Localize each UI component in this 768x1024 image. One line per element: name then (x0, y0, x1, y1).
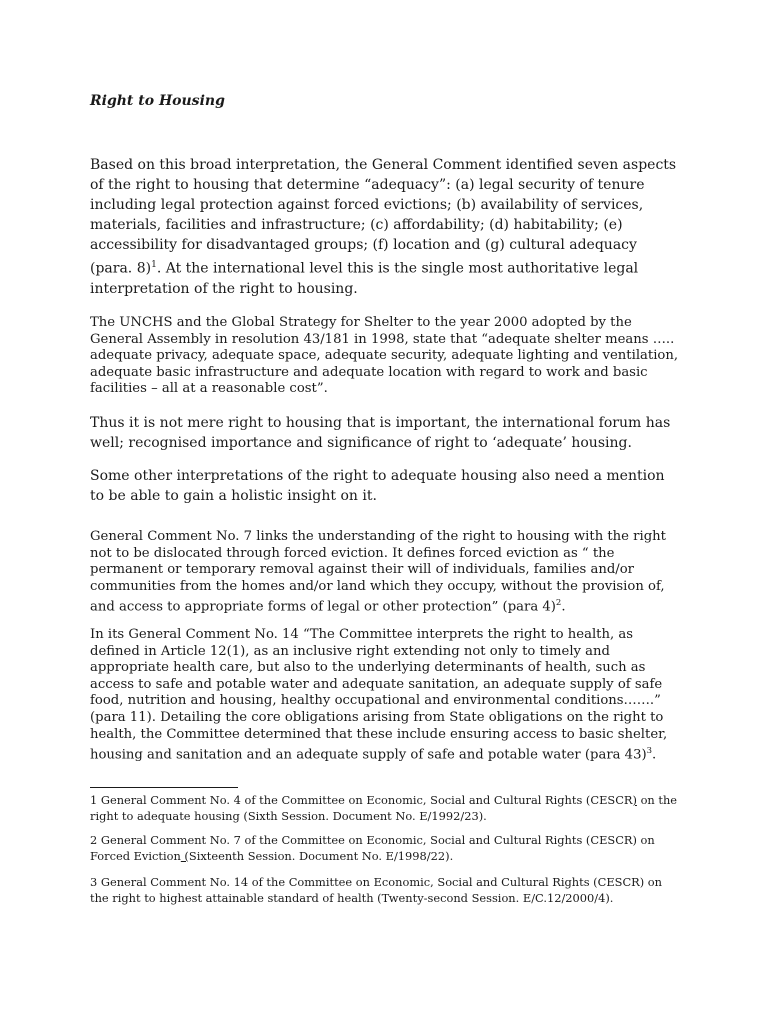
footnote-ref-1: 1 (151, 260, 157, 270)
footnote-text-continued: Sixteenth Session. Document No. E/1998/22). (188, 848, 454, 863)
footnote-ref-2: 2 (555, 598, 562, 609)
footnote-number: 3 (90, 875, 98, 889)
footnote-text: General Comment No. 7 of the Committee on Economic, Social and Cultural Rights (CESCR) on Forced Eviction (90, 833, 655, 863)
paragraph-other-interpretations: Some other interpretations of the right to adequate housing also need a mention to be able to gain a holistic insight on it. (90, 468, 665, 504)
footnote-underlined: ( (180, 848, 189, 863)
paragraph-text: Based on this broad interpretation, the General Comment identified seven aspects of the right to housing that determine “adequacy”: (a) legal security of tenure including legal protection against forced evictions; (b) availability of services, materials, facilities and infrastructure; (c) affordability; (d) habitability; (e) accessibility for disadvantaged groups; (f) location and (g) cultural adequacy (para. 8) (90, 157, 677, 277)
footnote-3 (90, 875, 680, 906)
paragraph-general-comment-14 (90, 627, 680, 764)
paragraph-text-continued: . (652, 747, 657, 763)
footnote-text-continued: on the right to adequate housing (Sixth Session. Document No. E/1992/23). (90, 793, 678, 823)
footnote-text: General Comment No. 14 of the Committee on Economic, Social and Cultural Rights (CESCR) on the right to highest attainable standard of health (Twenty-second Session. E/C.12/2000/4). (90, 875, 662, 905)
footnote-text: General Comment No. 4 of the Committee on Economic, Social and Cultural Rights (CESCR (97, 793, 633, 807)
paragraph-adequate-housing: Thus it is not mere right to housing that is important, the international forum has well; recognised importance and significance of right to ‘adequate’ housing. (90, 415, 671, 451)
footnote-number: 1 (90, 793, 98, 807)
footnote-1 (90, 793, 680, 824)
document-title: Right to Housing (90, 93, 225, 109)
paragraph-unchs: The UNCHS and the Global Strategy for Shelter to the year 2000 adopted by the General Assembly in resolution 43/181 in 1998, state that “adequate shelter means ….. adequate privacy, adequate space, adequate security, adequate lighting and ventilation, adequate basic infrastructure and adequate location with regard to work and basic facilities – all at a reasonable cost”. (90, 315, 679, 397)
footnote-ref-3: 3 (646, 746, 653, 757)
paragraph-text: General Comment No. 7 links the understanding of the right to housing with the right not to be dislocated through forced eviction. It defines forced eviction as “ the permanent or temporary removal against their will of individuals, families and/or communities from the homes and/or land which they occupy, without the provision of, and access to appropriate forms of legal or other protection” (para 4) (90, 529, 666, 615)
paragraph-text: In its General Comment No. 14 “The Committee interprets the right to health, as defined in Article 12(1), as an inclusive right extending not only to timely and appropriate health care, but also to the underlying determinants of health, such as access to safe and potable water and adequate sanitation, an adequate supply of safe food, nutrition and housing, healthy occupational and environmental conditions…….” (para 11). Detailing the core obligations arising from State obligations on the right to health, the Committee determined that these include ensuring access to basic shelter, housing and sanitation and an adequate supply of safe and potable water (para 43) (90, 627, 668, 763)
footnote-number: 2 (90, 833, 98, 847)
paragraph-general-comment-7 (90, 529, 680, 616)
footnote-underlined: ) (632, 793, 637, 807)
paragraph-text-continued: . (561, 599, 566, 615)
paragraph-text-continued: . At the international level this is the single most authoritative legal interpretation of the right to housing. (90, 260, 639, 297)
footnote-separator (90, 787, 238, 788)
paragraph-seven-aspects (90, 155, 680, 299)
footnote-2 (90, 833, 680, 864)
